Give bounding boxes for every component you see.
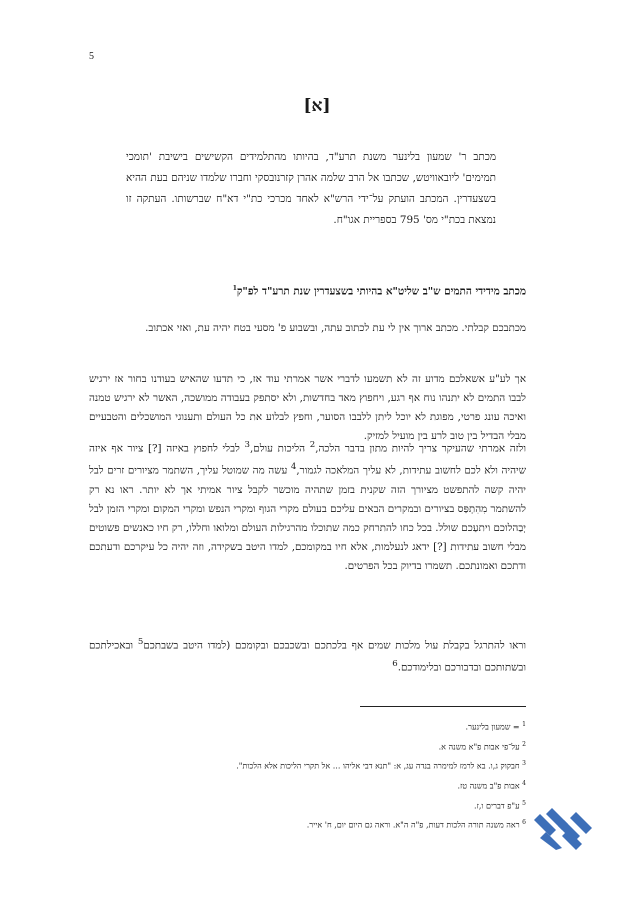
paragraph-3-text-d: עשה מה שמוטל עליך, השתמר מציורים זרים לבל יהיה קשה להתפשט מציורך הזה שקנית בזמן שתהיה מוכשר לקבל ציור אמיתי אך לא יותר. ראו נא רק להשתמר מִהִתְפַּס בציורים ובמקרים הבאים עליכם בעולם מקרי הגוף ומקרי הנפש ומקרי המקום ומקרי הזמן לבל יְבַהלוכם ויתעַכם שולל. בכל כחו להתרחק כמה שתוכלו מהרגילות העולם ומלואו וחללו, רק חיו כאנשים פשוטים מבלי חשוב עתידות [?] ידאג לנעלמות, אלא חיו במקומכם, למדו היטב בשקידה, וזה יהיה כל עיקרכם ודעתכם ודתכם ואמונתכם. תשמרו בדיוק בכל הפרטים. [89,464,526,572]
letter-heading-text: מכתב מידידי התמים ש"ב שליט"א בהיותי בשצעדרין שנת תרע"ד לפ"ק [236,285,526,298]
footnote-ref-2[interactable]: 2 [309,440,316,450]
footnote-ref-6[interactable]: 6 [392,659,398,670]
footnote-text: ע"פ דברים ו,ז. [474,801,523,811]
paragraph-1: מכתבכם קבלתי. מכתב ארוך אין לי עת לכתוב עתה, ובשבוע פ' מסעי בטח יהיה עת, ואזי אכתוב. [145,322,526,334]
page-number: 5 [89,51,94,62]
footnote-ref-5[interactable]: 5 [137,637,144,647]
paragraph-3-text-b: הליכות עולם, [250,442,310,455]
footnote-ref-1[interactable]: 1 [232,285,237,292]
paragraph-3-text-c: לבלי לחפוץ באיזה [?] ציור אף איזה שיהיה ולא לכם לחשוב עתידות, לא עליך המלאכה לגמור, [89,442,526,477]
footnote-2 [89,736,526,756]
footnote-number: 3 [522,760,526,768]
paragraph-3-text-a: ולזה אמרתי שהעיקר צריך להיות מתון בדבר הלכה, [315,442,526,455]
intro-paragraph: מכתב ר' שמעון בלינער משנת תרע"ד, בהיותו מהתלמידים הקשישים בישיבת 'תומכי תמימים' ליובאוויטש, שכתבו אל הרב שלמה אהרן קזרנובסקי וחברו שלמדו שניהם בעת ההיא בשצעדרין. המכתב הועתק על־ידי הרש"א לאחד מכרכי כת"י דא"ח שברשותו. העתקה זו נמצאת בכת"י מס' 795 בספריית אגו"ח. [126,151,496,226]
paragraph-4-text-a: וראו להתרגל בקבלת עול מלכות שמים אף בלכתכם ובשכבכם ובקומכם (למדו היטב בשבתכם [143,639,526,652]
paragraph-4 [89,633,526,678]
footnote-text: על־פי אבות פ"א משנה א. [438,742,523,752]
footnote-text: = שמעון בלינער. [465,722,523,732]
footnote-3 [89,755,526,775]
footnote-6 [89,814,526,834]
paragraph-2: אך לע"ע אשאלכם מדוע זה לא תשמעו לדברי אשר אמרתי עוד אז, כי תדעו שהאיש בעודנו בחור אז ירגיש לבבו התמים לא יתנהו נוח אף רגע, ויחפוץ מאד בחדשות, ולא יסתפק בעבודה ממושכה, האשר לא ירגיש טמנה ואיכה עונג פרטי, מפוגת לא יוכל ליתן ללבבו הסוער, וחפץ לבלוע את כל העולם ותענוגי המושכלים והטבעיים מבלי הבדיל בין טוב לרע בין מועיל למזיק. [89,373,526,442]
footnote-number: 2 [522,740,526,748]
paragraph-3 [89,436,526,576]
paragraph-4-text-b: ובאכילתכם ובשתותכם ובדבורכם ובלימודכם. [89,639,526,674]
footnote-ref-3[interactable]: 3 [244,440,251,450]
footnote-number: 5 [522,799,526,807]
footnote-text: אבות פ"ב משנה טז. [457,781,523,791]
footnote-5 [89,795,526,815]
footnotes-list [89,716,526,834]
footnote-ref-4[interactable]: 4 [290,462,297,473]
footnote-number: 1 [522,721,526,728]
footnote-number: 4 [522,779,526,787]
footnote-number: 6 [522,819,526,827]
letter-heading [89,285,526,297]
footnote-1 [89,716,526,736]
footnote-text: חבקוק ג,ו. בא לרמז למימרה בנדה עג, א: "תנא דבי אליהו ... אל תקרי הליכות אלא הלכות". [236,761,523,771]
footnote-4 [89,775,526,795]
footnote-text: ראה משנה תורה הלכות דעות, פ"ה ה"א. וראה גם היום יום, ח' אייר. [306,820,523,830]
publisher-logo-icon [532,806,594,850]
footnote-divider [360,706,526,707]
section-marker: [א] [303,96,331,116]
